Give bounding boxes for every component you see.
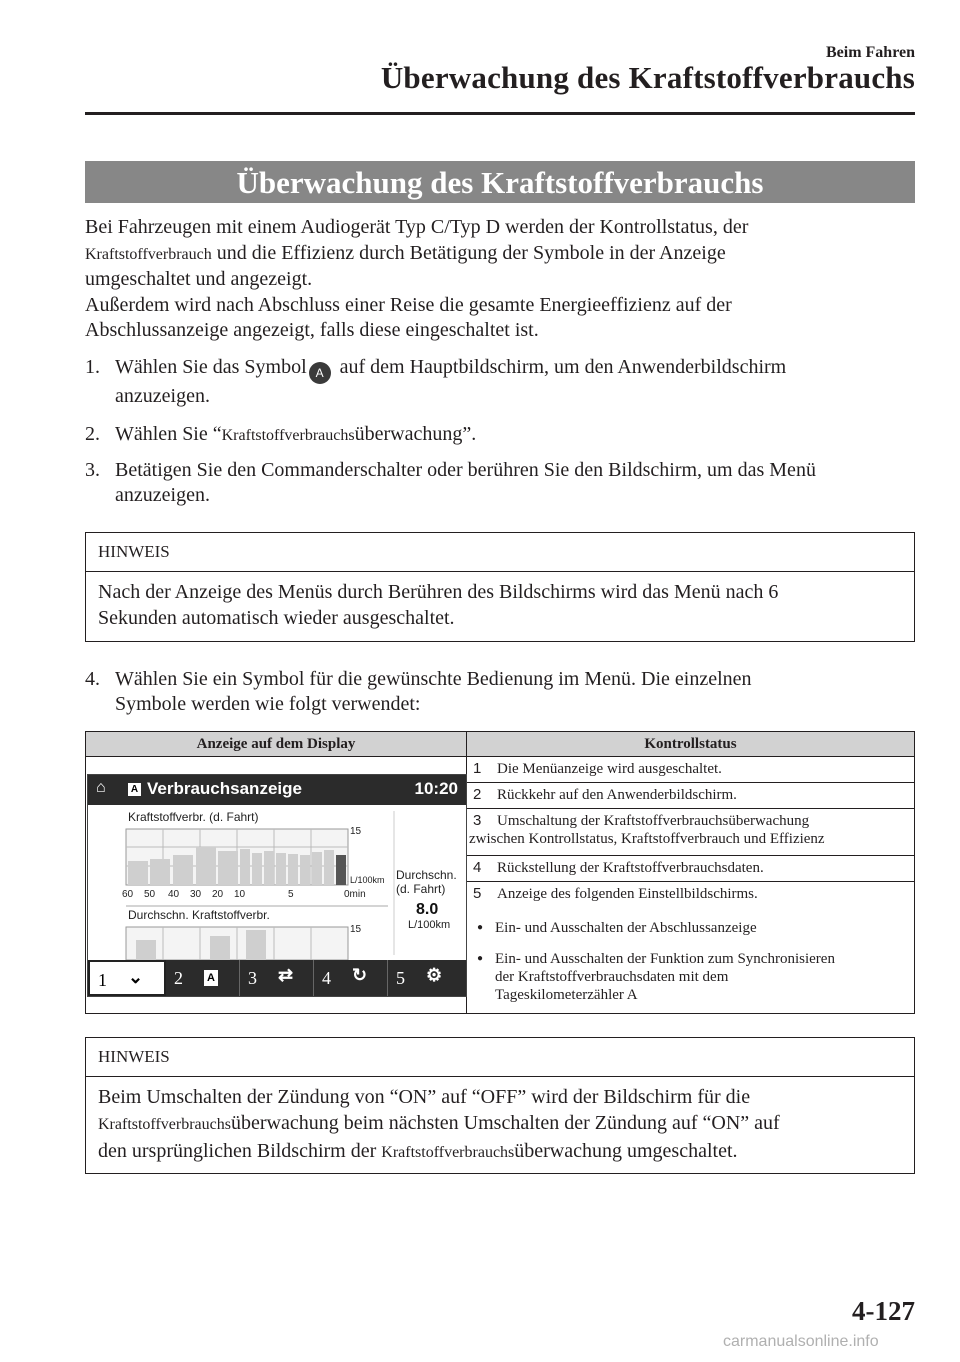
fuel-monitor-screen xyxy=(87,774,467,997)
step-3: 3. Betätigen Sie den Commanderschalter oder berühren Sie den Bildschirm, um das Menü anzuzeigen. xyxy=(85,459,816,506)
watermark: carmanualsonline.info xyxy=(723,1333,879,1350)
consumption-charts xyxy=(88,805,466,960)
x-tick: 0min xyxy=(344,889,366,900)
chart-bar xyxy=(128,861,148,885)
chart-bar xyxy=(252,853,262,885)
chart-bar xyxy=(264,851,274,885)
settings-button[interactable]: 5 ⚙ xyxy=(396,965,443,988)
chart1-label: Kraftstoffverbr. (d. Fahrt) xyxy=(128,810,259,824)
user-screen-button[interactable]: 2 A xyxy=(166,960,240,996)
table-row: 2 Rückkehr auf den Anwenderbildschirm. xyxy=(473,786,737,803)
chart-bar xyxy=(336,855,346,885)
running-header-title: Überwachung des Kraftstoffverbrauchs xyxy=(380,60,915,95)
running-header-section: Beim Fahren xyxy=(825,44,915,61)
intro-line-4: Außerdem wird nach Abschluss einer Reise die gesamte Energieeffizienz auf der xyxy=(85,294,732,316)
chart-bar xyxy=(136,940,156,960)
x-tick: 5 xyxy=(288,889,294,900)
menu-bar xyxy=(88,960,466,996)
list-item: ● Ein- und Ausschalten der Abschlussanzeige xyxy=(477,920,757,936)
avg-unit: L/100km xyxy=(408,919,451,931)
toggle-view-button[interactable]: 3 ⇄ xyxy=(240,960,314,996)
intro-line-2: Kraftstoffverbrauch und die Effizienz durch Betätigung der Symbole in der Anzeige xyxy=(85,242,726,264)
x-tick: 30 xyxy=(190,889,202,900)
note-heading: HINWEIS xyxy=(86,1038,914,1077)
app-icon: A xyxy=(204,970,218,986)
reset-button[interactable]: 4 ↻ xyxy=(314,960,388,996)
chart1-ymax: 15 xyxy=(350,826,362,837)
table-header-status: Kontrollstatus xyxy=(467,732,914,757)
table-row: 5 Anzeige des folgenden Einstellbildschirms. xyxy=(473,885,758,902)
chart-bar xyxy=(210,936,230,960)
screen-title-bar xyxy=(88,775,466,805)
chart-bar xyxy=(324,850,334,885)
chevron-down-icon: ⌄ xyxy=(128,967,144,987)
x-tick: 20 xyxy=(212,889,224,900)
note-body: Nach der Anzeige des Menüs durch Berühren des Bildschirms wird das Menü nach 6 Sekunden automatisch wieder ausgeschaltet. xyxy=(98,581,779,629)
reset-icon: ↻ xyxy=(352,965,368,985)
home-icon[interactable]: ⌂ xyxy=(96,779,106,796)
intro-line-5: Abschlussanzeige angezeigt, falls diese eingeschaltet ist. xyxy=(85,319,539,341)
chart-bar xyxy=(288,854,298,885)
chart-bar xyxy=(246,930,266,960)
chart-bar xyxy=(196,847,216,885)
chart-bar xyxy=(150,859,170,885)
note-body: Beim Umschalten der Zündung von “ON” auf “OFF” wird der Bildschirm für die Kraftstoffverbrauchsüberwachung beim nächsten Umschalten der Zündung auf “ON” auf den ursprünglichen Bildschirm der Kraftstoffverbrauchsüberwachung umgeschaltet. xyxy=(98,1086,780,1162)
app-icon: A xyxy=(128,783,141,796)
step-4: 4. Wählen Sie ein Symbol für die gewünschte Bedienung im Menü. Die einzelnen Symbole werden wie folgt verwendet: xyxy=(85,668,752,715)
intro-line-3: umgeschaltet und angezeigt. xyxy=(85,268,313,290)
chart-bar xyxy=(300,855,310,885)
note-box-1 xyxy=(85,532,915,642)
table-row: 3 Umschaltung der Kraftstoffverbrauchsüberwachung zwischen Kontrollstatus, Kraftstoffverbrauch und Effizienz xyxy=(469,812,825,847)
avg-label-2: (d. Fahrt) xyxy=(396,882,446,896)
chart1-yunit: L/100km xyxy=(350,875,385,885)
list-item: ● Ein- und Ausschalten der Funktion zum Synchronisieren der Kraftstoffverbrauchsdaten mit dem Tageskilometerzähler A xyxy=(477,951,835,1003)
menu-close-button[interactable]: 1 ⌄ xyxy=(88,960,166,996)
x-tick: 60 xyxy=(122,889,134,900)
user-screen-icon: A xyxy=(309,362,331,384)
note-heading: HINWEIS xyxy=(86,533,914,572)
chart-bar xyxy=(218,851,238,885)
chart-bar xyxy=(173,855,193,885)
intro-line-1: Bei Fahrzeugen mit einem Audiogerät Typ C/Typ D werden der Kontrollstatus, der xyxy=(85,216,749,238)
x-tick: 50 xyxy=(144,889,156,900)
gear-icon: ⚙ xyxy=(426,965,443,985)
x-tick: 10 xyxy=(234,889,246,900)
x-tick: 40 xyxy=(168,889,180,900)
page-number: 4-127 xyxy=(852,1296,915,1326)
chart1-xticks xyxy=(122,889,366,900)
step-1: 1. Wählen Sie das Symbol A auf dem Hauptbildschirm, um den Anwenderbildschirm anzuzeigen. xyxy=(85,356,787,407)
chart-bar xyxy=(312,852,322,885)
clock: 10:20 xyxy=(414,779,458,798)
avg-value: 8.0 xyxy=(416,901,439,918)
table-row: 4 Rückstellung der Kraftstoffverbrauchsdaten. xyxy=(473,859,764,876)
chart2-ymax: 15 xyxy=(350,924,362,935)
note-box-2 xyxy=(85,1037,915,1174)
avg-label-1: Durchschn. xyxy=(396,868,457,882)
table-row: 1 Die Menüanzeige wird ausgeschaltet. xyxy=(473,760,722,777)
screen-title: Verbrauchsanzeige xyxy=(147,779,302,798)
chart-bar xyxy=(276,853,286,885)
chart2-label: Durchschn. Kraftstoffverbr. xyxy=(128,908,270,922)
switch-icon: ⇄ xyxy=(278,965,294,985)
table-header-display: Anzeige auf dem Display xyxy=(86,732,466,757)
section-title: Überwachung des Kraftstoffverbrauchs xyxy=(85,161,915,203)
header-rule xyxy=(85,112,915,115)
chart-bar xyxy=(240,849,250,885)
